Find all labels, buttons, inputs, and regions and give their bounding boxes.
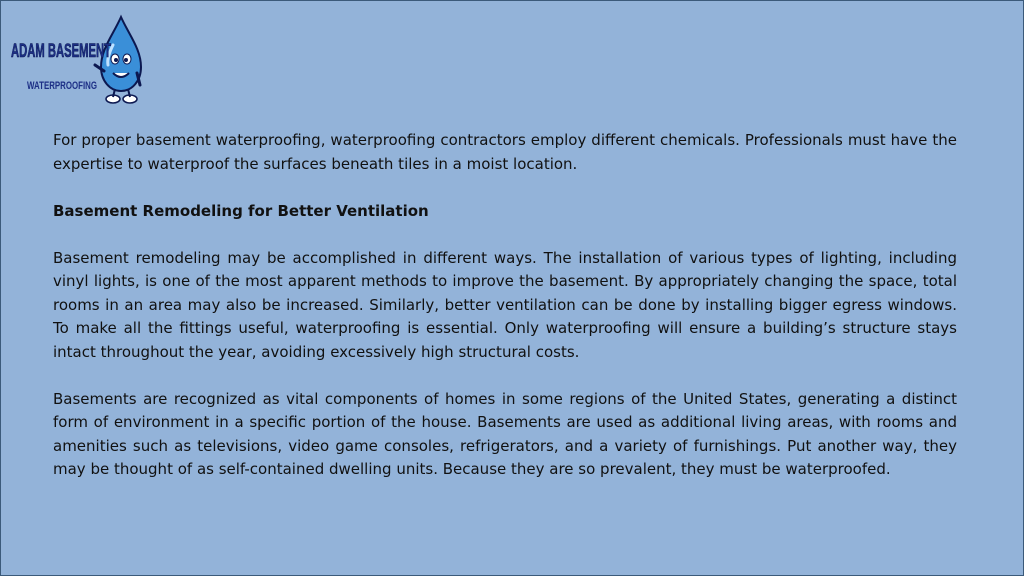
company-logo xyxy=(9,15,141,107)
logo-graphic xyxy=(9,15,141,107)
logo-line2: WATERPROOFING xyxy=(27,80,97,92)
article-body xyxy=(53,129,957,505)
section-heading: Basement Remodeling for Better Ventilation xyxy=(53,201,429,220)
logo-line1: ADAM BASEMENT xyxy=(11,41,112,62)
intro-paragraph: For proper basement waterproofing, waterproofing contractors employ different chemicals. Professionals must have the expertise to waterproof the surfaces beneath tiles in a moist location. xyxy=(53,131,957,173)
body-paragraph-1: Basement remodeling may be accomplished in different ways. The installation of various types of lighting, including vinyl lights, is one of the most apparent methods to improve the basement. By appropriately changing the space, total rooms in an area may also be increased. Similarly, better ventilation can be done by installing bigger egress windows. To make all the fittings useful, waterproofing is essential. Only waterproofing will ensure a building’s structure stays intact throughout the year, avoiding excessively high structural costs. xyxy=(53,248,957,361)
body-paragraph-2: Basements are recognized as vital components of homes in some regions of the United States, generating a distinct form of environment in a specific portion of the house. Basements are used as additional living areas, with rooms and amenities such as televisions, video game consoles, refrigerators, and a variety of furnishings. Put another way, they may be thought of as self-contained dwelling units. Because they are so prevalent, they must be waterproofed. xyxy=(53,389,957,478)
